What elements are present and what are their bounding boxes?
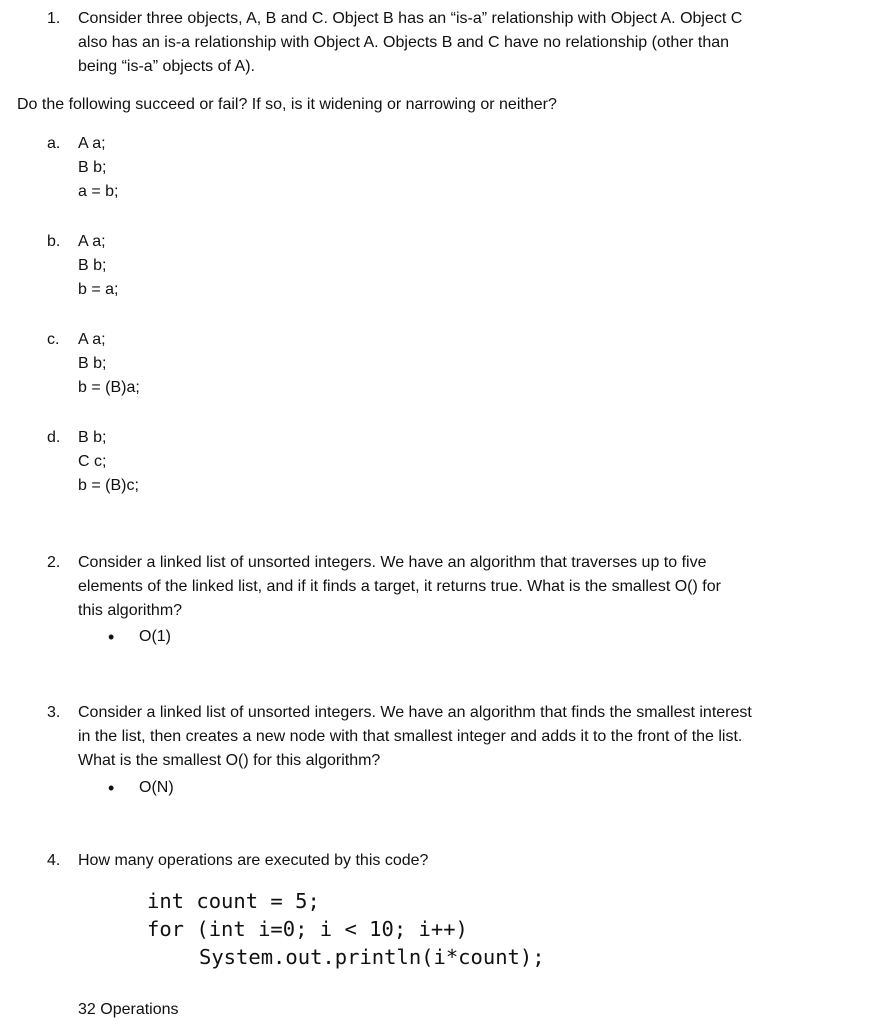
q1-part-b-line-2: B b; xyxy=(78,257,107,274)
q1-part-c-label: c. xyxy=(47,331,60,348)
q1-part-d-line-2: C c; xyxy=(78,453,107,470)
q3-number: 3. xyxy=(47,704,61,721)
q3-answer: O(N) xyxy=(139,779,174,796)
q4-number: 4. xyxy=(47,852,61,869)
q1-text-line-1: Consider three objects, A, B and C. Object B has an “is-a” relationship with Object A. Object C xyxy=(78,10,743,27)
q2-bullet-icon: • xyxy=(108,627,115,647)
q1-part-c-line-1: A a; xyxy=(78,331,106,348)
q1-part-d-line-3: b = (B)c; xyxy=(78,477,139,494)
q2-number: 2. xyxy=(47,554,61,571)
q4-code-line-2: for (int i=0; i < 10; i++) xyxy=(147,917,468,941)
q2-text-line-2: elements of the linked list, and if it finds a target, it returns true. What is the smallest O() for xyxy=(78,578,721,595)
q3-text-line-3: What is the smallest O() for this algorithm? xyxy=(78,752,381,769)
q1-part-b-line-1: A a; xyxy=(78,233,106,250)
q3-bullet-icon: • xyxy=(108,778,115,798)
q1-part-b-label: b. xyxy=(47,233,61,250)
q4-question: How many operations are executed by this code? xyxy=(78,852,429,869)
q3-text-line-1: Consider a linked list of unsorted integers. We have an algorithm that finds the smallest interest xyxy=(78,704,752,721)
q1-part-a-line-3: a = b; xyxy=(78,183,119,200)
q1-number: 1. xyxy=(47,10,61,27)
q1-part-a-line-2: B b; xyxy=(78,159,107,176)
q2-answer: O(1) xyxy=(139,628,171,645)
q1-text-line-2: also has an is-a relationship with Object A. Objects B and C have no relationship (other than xyxy=(78,34,730,51)
q4-answer: 32 Operations xyxy=(78,1001,179,1018)
q4-code-line-3: System.out.println(i*count); xyxy=(199,945,545,969)
q3-text-line-2: in the list, then creates a new node with that smallest integer and adds it to the front of the list. xyxy=(78,728,743,745)
q1-part-a-label: a. xyxy=(47,135,61,152)
q2-text-line-1: Consider a linked list of unsorted integers. We have an algorithm that traverses up to five xyxy=(78,554,707,571)
q1-part-c-line-3: b = (B)a; xyxy=(78,379,140,396)
q1-part-d-label: d. xyxy=(47,429,61,446)
q1-part-b-line-3: b = a; xyxy=(78,281,119,298)
q2-text-line-3: this algorithm? xyxy=(78,602,183,619)
q1-part-c-line-2: B b; xyxy=(78,355,107,372)
q4-code-line-1: int count = 5; xyxy=(147,889,320,913)
q1-part-a-line-1: A a; xyxy=(78,135,106,152)
q1-prompt: Do the following succeed or fail? If so, is it widening or narrowing or neither? xyxy=(17,96,557,113)
q1-text-line-3: being “is-a” objects of A). xyxy=(78,58,255,75)
q1-part-d-line-1: B b; xyxy=(78,429,107,446)
